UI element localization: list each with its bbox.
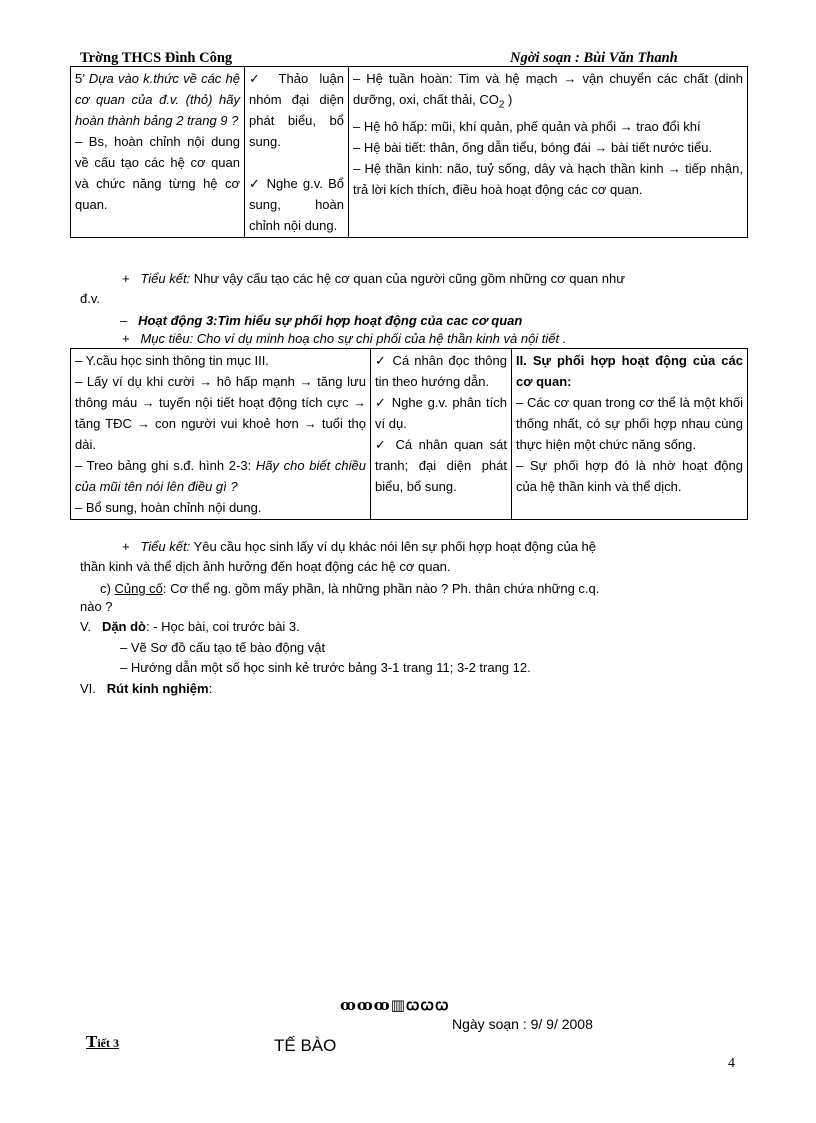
table1-student-item: ✓ Thảo luận nhóm đại diện phát biểu, bổ sung.	[249, 71, 344, 149]
section-5	[80, 616, 300, 637]
table1-supplement: – Bs, hoàn chỉnh nội dung về cấu tạo các hệ cơ quan và chức năng từng hệ cơ quan.	[75, 134, 240, 212]
lesson-title: TẾ BÀO	[274, 1036, 337, 1055]
lesson-number	[86, 1032, 119, 1052]
table1-content-item: – Hệ tuần hoàn: Tim và hệ mạch → vận chuyển các chất (dinh dưỡng, oxi, chất thải, CO	[353, 71, 743, 107]
consolidate	[100, 578, 599, 599]
summary-1-label: Tiểu kết:	[140, 271, 191, 286]
ornament-divider: ꝏꝏꝏ▥ꞷꞷꞷ	[340, 998, 450, 1014]
consolidate-prefix: c)	[100, 581, 111, 596]
activity-3-dash: –	[120, 313, 128, 328]
table1-content-cell	[349, 67, 748, 238]
table1-student-cell	[245, 67, 349, 238]
section-5-item: – Vẽ Sơ đồ cấu tạo tế bào động vật	[120, 640, 326, 655]
summary-2-label: Tiểu kết:	[140, 539, 191, 554]
activity-3-title: Hoạt động 3:Tìm hiểu sự phối hợp hoạt động của cac cơ quan	[138, 313, 523, 328]
summary-2-text: Yêu cầu học sinh lấy ví dụ khác nói lên sự phối hợp hoạt động của hệ	[190, 539, 597, 554]
table2-content-cell	[512, 349, 748, 520]
section-5-text: : - Học bài, coi trước bài 3.	[146, 619, 300, 634]
header-school: Trờng THCS Đình Công	[80, 50, 233, 66]
co2-close: )	[504, 92, 513, 107]
table2-student-item: ✓ Cá nhân đọc thông tin theo hướng dẫn.	[375, 353, 507, 389]
co2-subscript: 2	[498, 99, 505, 111]
table2-teacher-item: – Lấy ví dụ khi cười → hô hấp mạnh → tăng lưu thông máu → tuyến nội tiết hoạt động tích cực → tăng TĐC → con người vui khoẻ hơn → tuổi thọ dài.	[75, 374, 366, 452]
summary-1	[122, 268, 625, 289]
table2-teacher-item: – Treo bảng ghi s.đ. hình 2-3:	[75, 458, 256, 473]
table2-teacher-item: – Bổ sung, hoàn chỉnh nội dung.	[75, 500, 262, 515]
section-5-title: Dặn dò	[101, 619, 146, 634]
table2-content-item: – Sự phối hợp đó là nhờ hoạt động của hệ thần kinh và thể dịch.	[516, 458, 743, 494]
table2-teacher-question: Hãy cho biết chiều của mũi tên nói lên điều gì ?	[75, 458, 367, 494]
section-6-title: Rút kinh nghiệm	[106, 681, 209, 696]
summary-1-text: Như vậy cấu tạo các hệ cơ quan của người cũng gồm những cơ quan như	[190, 271, 625, 286]
summary-2	[122, 536, 596, 557]
consolidate-cont: nào ?	[80, 599, 113, 614]
activity-3-goal-bullet: +	[122, 331, 130, 346]
activity-3-goal	[122, 328, 566, 349]
section-6	[80, 678, 212, 699]
table2-content-item: – Các cơ quan trong cơ thể là một khối thống nhất, có sự phối hợp nhau cùng thực hiện một chức năng sống.	[516, 395, 743, 452]
table1-time: 5’	[75, 71, 89, 86]
table2-teacher-item: – Y.cầu học sinh thông tin mục III.	[75, 353, 269, 368]
table2-content-heading: II. Sự phối hợp hoạt động của các cơ quan:	[516, 353, 743, 389]
activity-table-1	[70, 66, 748, 238]
table1-content-item: – Hệ hô hấp: mũi, khí quản, phế quản và phổi → trao đổi khí	[353, 118, 701, 134]
summary-1-cont: đ.v.	[80, 291, 100, 306]
table1-content-item: – Hệ thần kinh: não, tuỷ sống, dây và hạch thần kinh → tiếp nhận, trả lời kích thích, điều hoà hoạt động các cơ quan.	[353, 160, 743, 197]
section-6-num: VI.	[80, 681, 96, 696]
prepared-date: Ngày soạn : 9/ 9/ 2008	[452, 1016, 593, 1032]
consolidate-text: : Cơ thể ng. gồm mấy phần, là những phần nào ? Ph. thân chứa những c.q.	[162, 581, 600, 596]
lesson-number-big: T	[86, 1032, 98, 1051]
consolidate-label: Củng cố	[114, 581, 163, 596]
activity-3-goal-text: Mục tiêu: Cho ví dụ minh hoạ cho sự chi phối của hệ thần kinh và nội tiết .	[140, 331, 567, 346]
table2-student-cell	[371, 349, 512, 520]
section-5-item: – Hướng dẫn một số học sinh kẻ trước bảng 3-1 trang 11; 3-2 trang 12.	[120, 660, 531, 675]
section-5-num: V.	[80, 619, 92, 634]
table1-task: Dựa vào k.thức về các hệ cơ quan của đ.v. (thỏ) hãy hoàn thành bảng 2 trang 9 ?	[75, 71, 240, 128]
section-6-colon: :	[208, 681, 213, 696]
table2-teacher-cell	[71, 349, 371, 520]
lesson-number-small: iết 3	[97, 1036, 119, 1050]
summary-2-cont: thần kinh và thể dịch ảnh hưởng đến hoạt động các hệ cơ quan.	[80, 559, 451, 574]
table2-student-item: ✓ Nghe g.v. phân tích ví dụ.	[375, 395, 507, 431]
table2-student-item: ✓ Cá nhân quan sát tranh; đại diện phát biểu, bổ sung.	[375, 437, 507, 494]
header-author: Ngời soạn : Bùi Văn Thanh	[510, 50, 678, 66]
summary-2-bullet: +	[122, 539, 130, 554]
table1-content-item: – Hệ bài tiết: thân, ống dẫn tiểu, bóng đái → bài tiết nước tiểu.	[353, 139, 713, 155]
summary-1-bullet: +	[122, 271, 130, 286]
activity-table-2	[70, 348, 748, 520]
table1-student-item: ✓ Nghe g.v. Bổ sung, hoàn chỉnh nội dung.	[249, 176, 344, 233]
table1-teacher-cell	[71, 67, 245, 238]
page-number: 4	[728, 1056, 735, 1071]
